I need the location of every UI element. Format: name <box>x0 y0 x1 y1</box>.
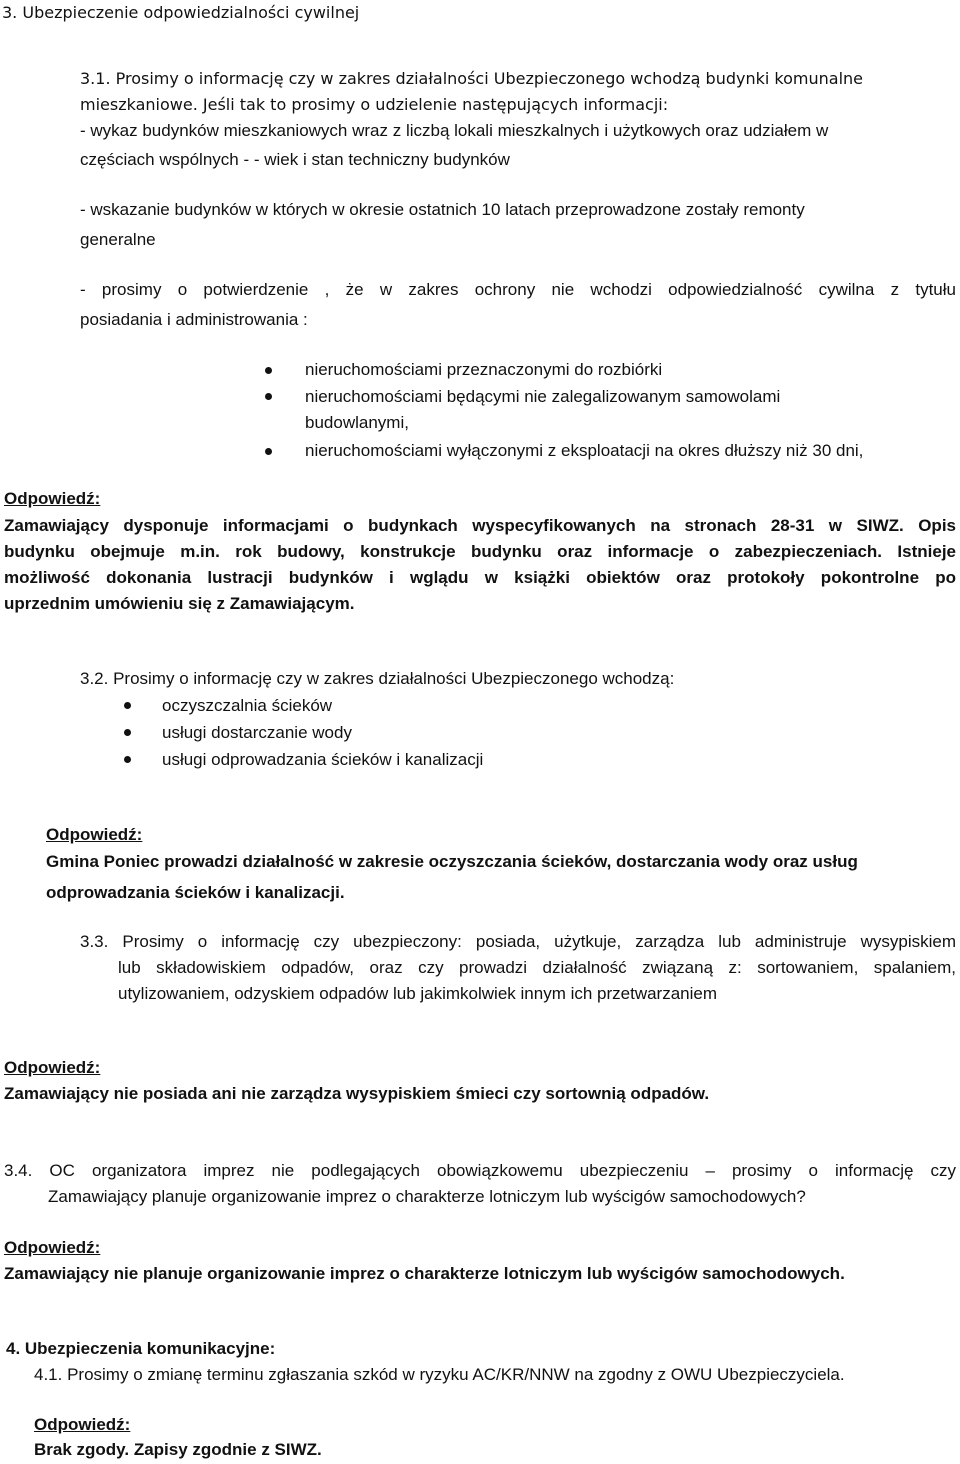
answer-text: odprowadzania ścieków i kanalizacji. <box>46 883 345 902</box>
bullet-icon <box>265 393 272 400</box>
answer-label: Odpowiedź: <box>34 1415 131 1434</box>
answer-text: Brak zgody. Zapisy zgodnie z SIWZ. <box>34 1440 322 1459</box>
question-3-1-line: mieszkaniowe. Jeśli tak to prosimy o udzielenie następujących informacji: <box>80 95 669 114</box>
list-item: budowlanymi, <box>305 413 409 432</box>
answer-text: Zamawiający nie planuje organizowanie imprez o charakterze lotniczym lub wyścigów samochodowych. <box>4 1264 845 1283</box>
list-item: usługi dostarczanie wody <box>162 723 352 742</box>
question-3-1-line: - prosimy o potwierdzenie , że w zakres ochrony nie wchodzi odpowiedzialność cywilna z tytułu <box>80 280 956 299</box>
bullet-icon <box>124 756 131 763</box>
list-item: nieruchomościami przeznaczonymi do rozbiórki <box>305 360 663 379</box>
question-3-1-line: - wskazanie budynków w których w okresie ostatnich 10 latach przeprowadzone zostały remonty <box>80 200 805 219</box>
answer-text: Zamawiający nie posiada ani nie zarządza wysypiskiem śmieci czy sortownią odpadów. <box>4 1084 710 1103</box>
answer-text: budynku obejmuje m.in. rok budowy, konstrukcje budynku oraz informacje o zabezpieczeniach. Istnieje <box>4 542 956 561</box>
question-3-3-line: lub składowiskiem odpadów, oraz czy prowadzi działalność związaną z: sortowaniem, spalaniem, <box>118 958 956 977</box>
question-3-3-line: 3.3. Prosimy o informację czy ubezpieczony: posiada, użytkuje, zarządza lub administruje wysypiskiem <box>80 932 956 951</box>
answer-text: możliwość dokonania lustracji budynków i wglądu w książki obiektów oraz protokoły pokontrolne po <box>4 568 956 587</box>
question-3-1-line: posiadania i administrowania : <box>80 310 308 329</box>
bullet-icon <box>124 729 131 736</box>
answer-label: Odpowiedź: <box>4 1238 101 1257</box>
question-4-1-line: 4.1. Prosimy o zmianę terminu zgłaszania szkód w ryzyku AC/KR/NNW na zgodny z OWU Ubezpieczyciela. <box>34 1365 845 1384</box>
bullet-icon <box>124 702 131 709</box>
question-3-2-line: 3.2. Prosimy o informację czy w zakres działalności Ubezpieczonego wchodzą: <box>80 669 675 688</box>
question-3-4-line: Zamawiający planuje organizowanie imprez o charakterze lotniczym lub wyścigów samochodowych? <box>48 1187 806 1206</box>
list-item: usługi odprowadzania ścieków i kanalizacji <box>162 750 484 769</box>
bullet-icon <box>265 448 272 455</box>
answer-label: Odpowiedź: <box>46 825 143 844</box>
answer-label: Odpowiedź: <box>4 489 101 508</box>
bullet-icon <box>265 367 272 374</box>
answer-label: Odpowiedź: <box>4 1058 101 1077</box>
answer-text: uprzednim umówieniu się z Zamawiającym. <box>4 594 355 613</box>
question-3-4-line: 3.4. OC organizatora imprez nie podlegających obowiązkowemu ubezpieczeniu – prosimy o informację czy <box>4 1161 956 1180</box>
list-item: nieruchomościami wyłączonymi z eksploatacji na okres dłuższy niż 30 dni, <box>305 441 864 460</box>
question-3-3-line: utylizowaniem, odzyskiem odpadów lub jakimkolwiek innym ich przetwarzaniem <box>118 984 718 1003</box>
section-3-title: 3. Ubezpieczenie odpowiedzialności cywilnej <box>2 3 360 22</box>
answer-text: Gmina Poniec prowadzi działalność w zakresie oczyszczania ścieków, dostarczania wody oraz usług <box>46 852 858 871</box>
question-3-1-line: 3.1. Prosimy o informację czy w zakres działalności Ubezpieczonego wchodzą budynki komunalne <box>80 69 863 88</box>
question-3-1-line: częściach wspólnych - - wiek i stan techniczny budynków <box>80 150 510 169</box>
question-3-1-line: - wykaz budynków mieszkaniowych wraz z liczbą lokali mieszkalnych i użytkowych oraz udziałem w <box>80 121 829 140</box>
question-3-1-line: generalne <box>80 230 156 249</box>
answer-text: Zamawiający dysponuje informacjami o budynkach wyspecyfikowanych na stronach 28-31 w SIWZ. Opis <box>4 516 956 535</box>
list-item: nieruchomościami będącymi nie zalegalizowanym samowolami <box>305 387 781 406</box>
section-4-title: 4. Ubezpieczenia komunikacyjne: <box>6 1339 276 1358</box>
list-item: oczyszczalnia ścieków <box>162 696 333 715</box>
